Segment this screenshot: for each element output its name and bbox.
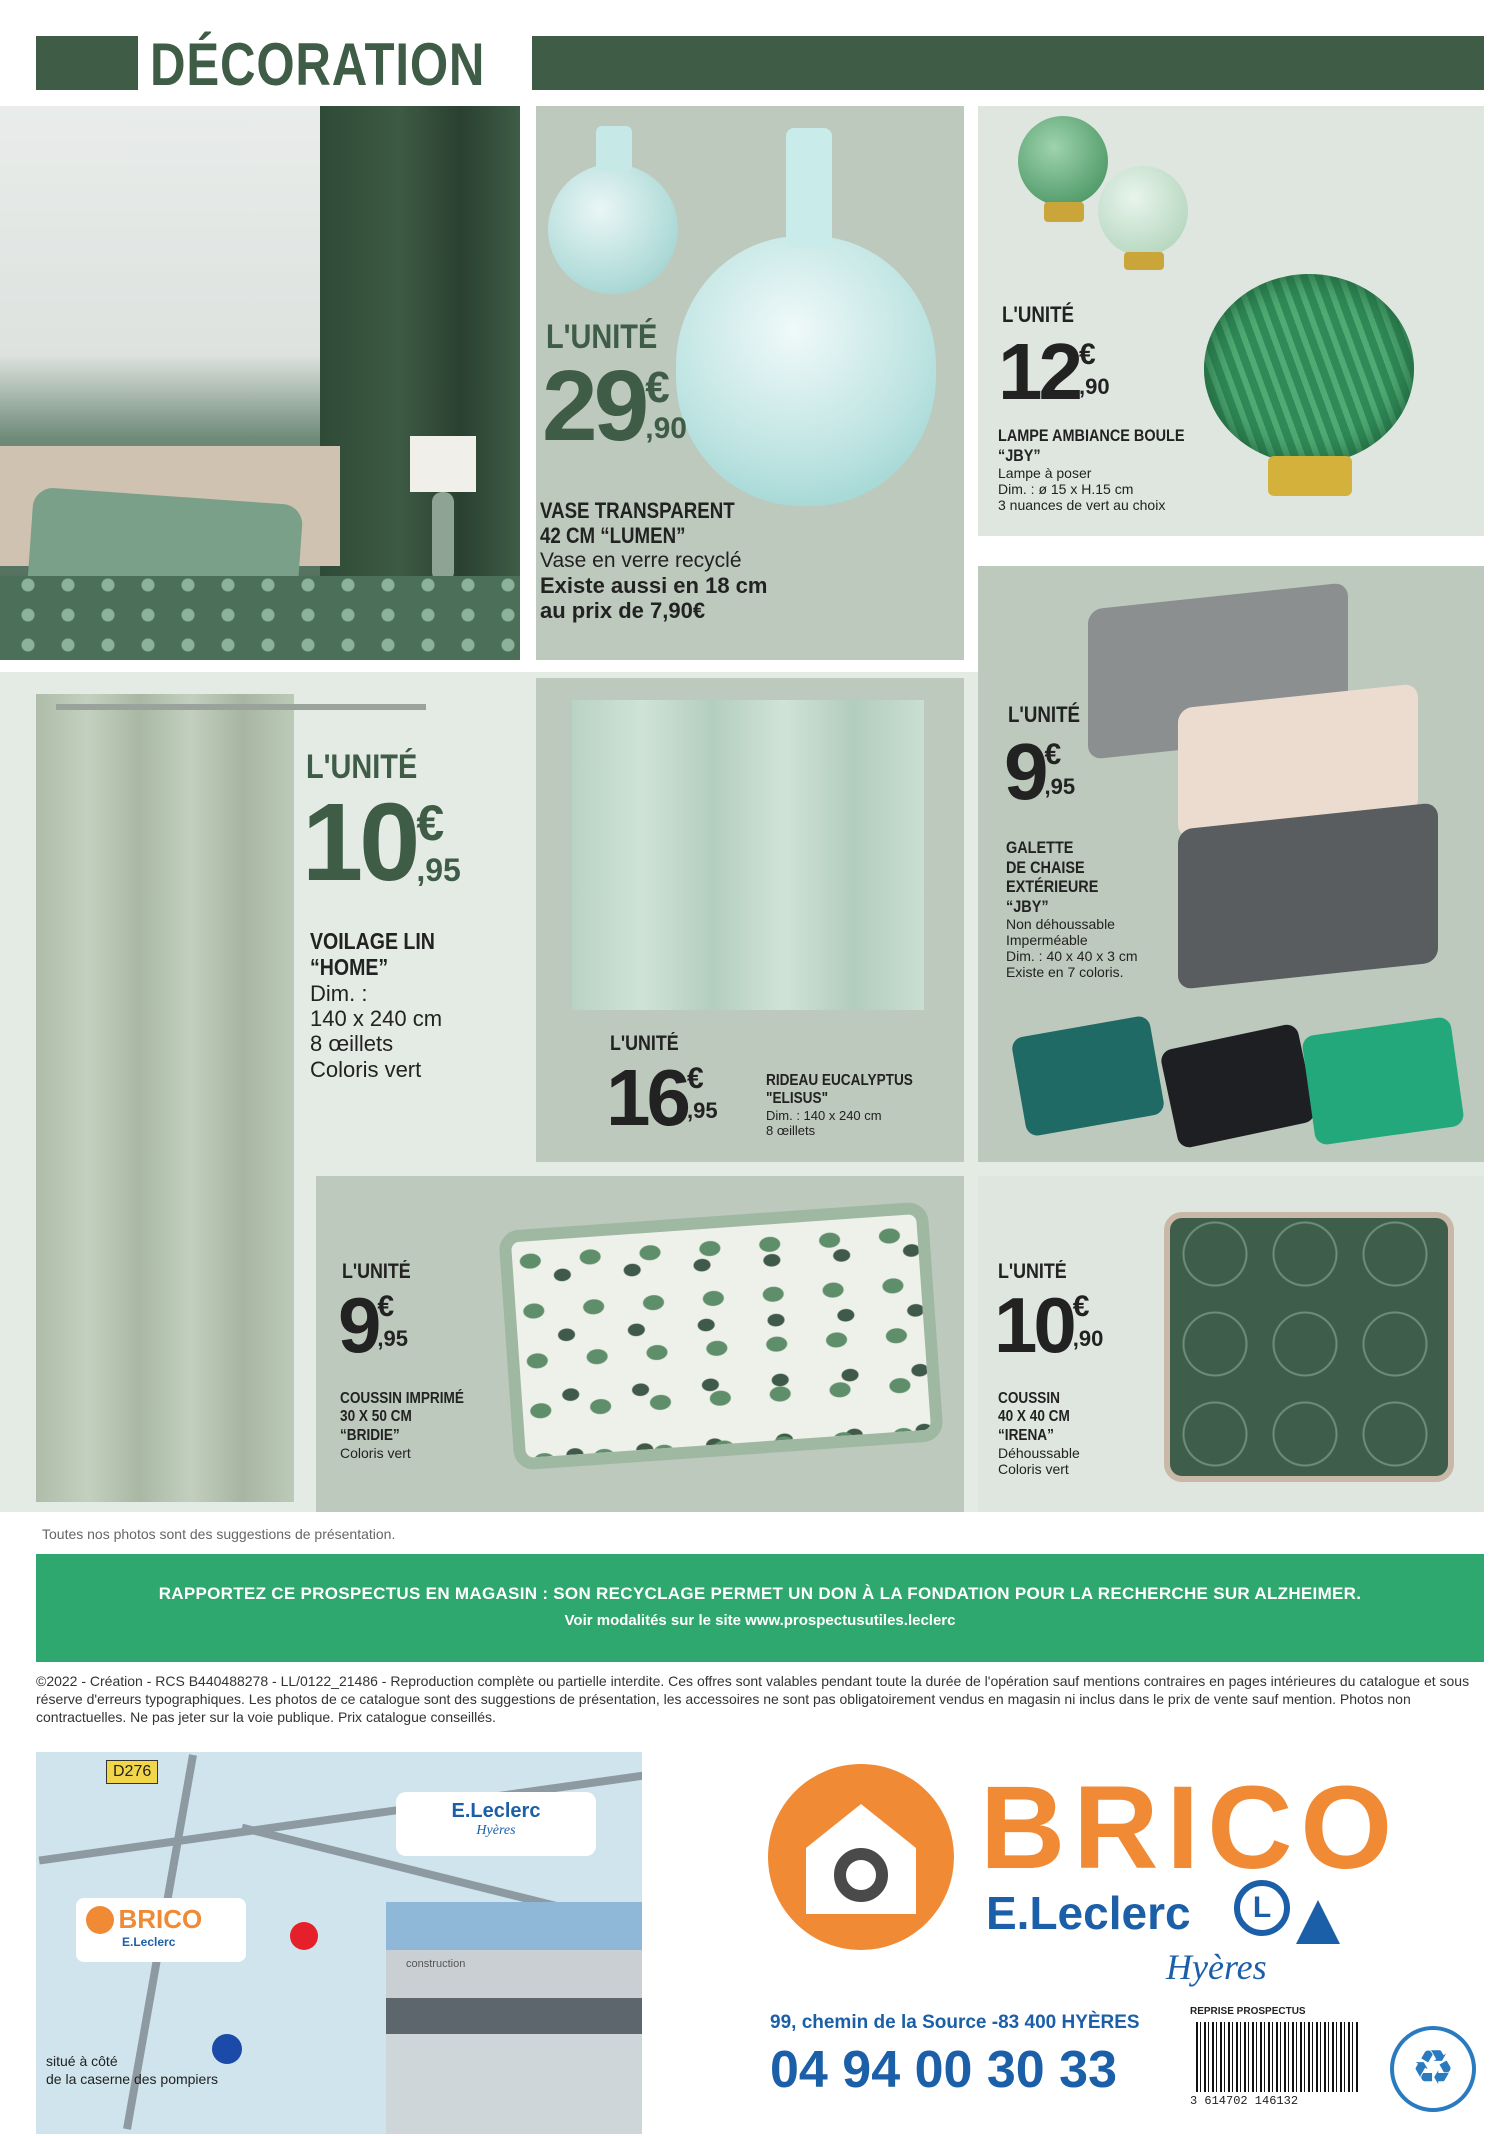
coussin-irena-unit-label: L'UNITÉ — [998, 1260, 1067, 1283]
lamp-shade — [410, 436, 476, 492]
voilage-desc-1: Dim. : — [310, 980, 368, 1006]
galette-name-3: EXTÉRIEURE — [1006, 877, 1099, 897]
vase-panel — [536, 106, 964, 660]
galette-unit-label: L'UNITÉ — [1008, 702, 1080, 727]
lamp-base — [432, 492, 454, 582]
cushion-teal — [1010, 1015, 1165, 1138]
page-title: DÉCORATION — [150, 31, 486, 98]
rideau-desc-2: 8 œillets — [766, 1122, 816, 1138]
lamp-cents: ,90 — [1078, 374, 1110, 399]
banner-line-1: RAPPORTEZ CE PROSPECTUS EN MAGASIN : SON RECYCLAGE PERMET UN DON À LA FONDATION POUR LA RECHERCHE SUR ALZHEIMER. — [158, 1584, 1362, 1603]
map-store-bubble — [396, 1792, 596, 1856]
map-note-2: de la caserne des pompiers — [46, 2071, 218, 2088]
voilage-desc-3: 8 œillets — [310, 1031, 394, 1057]
voilage-unit-label: L'UNITÉ — [306, 748, 418, 786]
lamp-price — [998, 327, 1110, 416]
cushion-dark — [1178, 802, 1438, 989]
coussin-irena-name-3: “IRENA” — [998, 1426, 1054, 1444]
map-building-sign: construction — [406, 1958, 466, 1970]
lamp-desc-2: Dim. : ø 15 x H.15 cm — [998, 481, 1134, 498]
coussin-irena-price-int: 10 — [994, 1281, 1073, 1369]
voilage-desc-4: Coloris vert — [310, 1056, 422, 1082]
legal-text: ©2022 - Création - RCS B440488278 - LL/0122_21486 - Reproduction complète ou partielle interdite. Ces offres sont valables pendant toute la durée de l'opération sauf mentions contraires en pages intérieures du catalogue et sous réserve d'erreurs typographiques. Les photos de ce catalogue sont des suggestions de présentation, les accessoires ne sont pas obligatoirement vendus en magasin ni inclus dans le prix de vente sauf mention. Photos non contractuelles. Ne pas jeter sur la voie publique. Prix catalogue conseillés. — [36, 1673, 1470, 1726]
rideau-name-2: "ELISUS" — [766, 1090, 829, 1108]
leclerc-l-icon: L — [1234, 1880, 1290, 1936]
galette-desc-4: Existe en 7 coloris. — [1006, 964, 1124, 981]
brico-logo-icon — [768, 1764, 954, 1950]
voilage-name-1: VOILAGE LIN — [310, 928, 435, 954]
lamp-currency: € — [1078, 338, 1096, 371]
coussin-irena-price — [994, 1281, 1104, 1369]
rideau-text — [766, 1072, 939, 1139]
map-note — [46, 2052, 218, 2088]
vase-currency: € — [645, 363, 670, 412]
map-building-photo — [386, 1902, 642, 2134]
coussin-imprime-unit-label: L'UNITÉ — [342, 1260, 411, 1283]
voilage-currency: € — [416, 795, 445, 851]
coussin-imprime-name-3: “BRIDIE” — [340, 1426, 400, 1444]
rideau-price-int: 16 — [606, 1053, 687, 1142]
galette-name-2: DE CHAISE — [1006, 857, 1085, 877]
coussin-irena-cents: ,90 — [1072, 1326, 1104, 1351]
duvet — [0, 576, 520, 660]
bedroom-photo — [0, 106, 520, 660]
photo-note: Toutes nos photos sont des suggestions de présentation. — [42, 1526, 396, 1542]
location-map — [36, 1752, 642, 2134]
lamp-small-1-base — [1044, 202, 1084, 222]
vase-large — [676, 236, 936, 506]
vase-cents: ,90 — [645, 412, 687, 445]
voilage-text — [310, 928, 457, 1082]
lamp-name-1: LAMPE AMBIANCE BOULE — [998, 426, 1185, 445]
rideau-name-1: RIDEAU EUCALYPTUS — [766, 1072, 913, 1089]
cushion-black — [1159, 1023, 1317, 1150]
lamp-small-2-base — [1124, 252, 1164, 270]
galette-name-1: GALETTE — [1006, 838, 1074, 857]
galette-panel — [978, 566, 1484, 1162]
header-bar-right — [532, 36, 1484, 90]
rideau-desc-1: Dim. : 140 x 240 cm — [766, 1107, 882, 1123]
rideau-photo — [572, 700, 924, 1010]
recycling-icon: ♻ — [1390, 2026, 1476, 2112]
vase-text — [540, 498, 769, 623]
map-brico-logo — [76, 1898, 246, 1962]
coussin-irena-currency: € — [1072, 1290, 1090, 1323]
coussin-imprime-panel — [316, 1176, 964, 1512]
store-address: 99, chemin de la Source -83 400 HYÈRES — [770, 2012, 1140, 2033]
lamp-text — [998, 426, 1217, 513]
vase-price-int: 29 — [542, 350, 646, 462]
vase-name-1: VASE TRANSPARENT — [540, 498, 735, 523]
rideau-unit-label: L'UNITÉ — [610, 1032, 679, 1055]
map-pin — [290, 1922, 318, 1950]
rideau-cents: ,95 — [686, 1098, 718, 1123]
rideau-panel — [536, 678, 964, 1162]
vase-desc-2: Existe aussi en 18 cm — [540, 572, 768, 598]
rideau-currency: € — [686, 1062, 704, 1095]
voilage-cents: ,95 — [416, 852, 461, 888]
coussin-imprime-price-int: 9 — [338, 1281, 378, 1369]
lamp-unit-label: L'UNITÉ — [1002, 302, 1074, 327]
barcode — [1196, 2022, 1358, 2092]
cushion-green — [1301, 1016, 1465, 1146]
galette-desc-3: Dim. : 40 x 40 x 3 cm — [1006, 948, 1138, 965]
map-note-1: situé à côté — [46, 2053, 118, 2069]
lamp-price-int: 12 — [998, 327, 1079, 416]
voilage-name-2: “HOME” — [310, 954, 389, 981]
voilage-desc-2: 140 x 240 cm — [310, 1006, 443, 1032]
recycling-banner — [36, 1554, 1484, 1662]
header-bar-left — [36, 36, 138, 90]
store-city: Hyères — [1166, 1947, 1267, 1987]
coussin-imprime-photo — [498, 1201, 944, 1470]
galette-desc-2: Imperméable — [1006, 932, 1088, 949]
reprise-label: REPRISE PROSPECTUS — [1190, 2006, 1306, 2017]
coussin-imprime-text — [340, 1390, 486, 1461]
galette-currency: € — [1044, 738, 1062, 771]
lamp-desc-1: Lampe à poser — [998, 465, 1092, 482]
vase-name-2: 42 CM “LUMEN” — [540, 523, 686, 549]
coussin-irena-desc-1: Déhoussable — [998, 1445, 1080, 1462]
map-road-label: D276 — [106, 1760, 158, 1784]
coussin-imprime-name-1: COUSSIN IMPRIMÉ — [340, 1390, 464, 1407]
rideau-price — [606, 1053, 718, 1142]
map-store-label: E.Leclerc — [451, 1800, 541, 1822]
vase-small — [548, 164, 678, 294]
vase-price — [542, 350, 687, 462]
coussin-irena-photo — [1164, 1212, 1454, 1482]
vase-desc-1: Vase en verre recyclé — [540, 548, 742, 572]
coussin-irena-panel — [978, 1176, 1484, 1512]
lamp-name-2: “JBY” — [998, 445, 1041, 465]
coussin-imprime-cents: ,95 — [377, 1326, 408, 1351]
vase-large-neck — [786, 128, 832, 248]
galette-cents: ,95 — [1044, 774, 1076, 799]
map-store-city: Hyères — [476, 1823, 516, 1838]
store-phone[interactable]: 04 94 00 30 33 — [770, 2041, 1117, 2099]
map-brico-sub: E.Leclerc — [122, 1935, 176, 1949]
lamp-panel — [978, 106, 1484, 536]
vase-unit-label: L'UNITÉ — [546, 318, 658, 356]
coussin-imprime-desc-1: Coloris vert — [340, 1445, 411, 1462]
brico-logo-text: BRICO — [980, 1762, 1401, 1894]
coussin-imprime-price — [338, 1281, 408, 1369]
voilage-curtain-photo — [36, 694, 294, 1502]
vase-small-neck — [596, 126, 632, 172]
lamp-desc-3: 3 nuances de vert au choix — [998, 497, 1166, 514]
map-brico-text: BRICO — [118, 1904, 203, 1934]
coussin-irena-text — [998, 1390, 1082, 1477]
galette-name-4: “JBY” — [1006, 896, 1049, 916]
coussin-irena-name-2: 40 X 40 CM — [998, 1408, 1070, 1426]
coussin-imprime-currency: € — [377, 1290, 395, 1323]
lamp-large — [1204, 274, 1414, 464]
lamp-large-base — [1268, 456, 1352, 496]
galette-desc-1: Non déhoussable — [1006, 916, 1115, 933]
coussin-irena-desc-2: Coloris vert — [998, 1461, 1069, 1478]
leclerc-sail-icon — [1296, 1900, 1340, 1944]
lamp-small-1 — [1018, 116, 1108, 206]
vase-desc-3: au prix de 7,90€ — [540, 598, 706, 624]
leclerc-logo-text: E.Leclerc — [986, 1887, 1191, 1939]
galette-price-int: 9 — [1004, 727, 1045, 816]
map-brico-icon — [86, 1906, 114, 1934]
coussin-irena-name-1: COUSSIN — [998, 1390, 1060, 1407]
coussin-imprime-name-2: 30 X 50 CM — [340, 1408, 412, 1426]
curtain-rod — [56, 704, 426, 710]
voilage-price — [302, 781, 461, 904]
galette-text — [1006, 838, 1137, 981]
galette-price — [1004, 727, 1076, 816]
lamp-small-2 — [1098, 166, 1188, 256]
voilage-price-int: 10 — [302, 781, 417, 904]
barcode-number: 3 614702 146132 — [1190, 2094, 1299, 2108]
banner-line-2: Voir modalités sur le site www.prospectusutiles.leclerc — [564, 1612, 956, 1629]
